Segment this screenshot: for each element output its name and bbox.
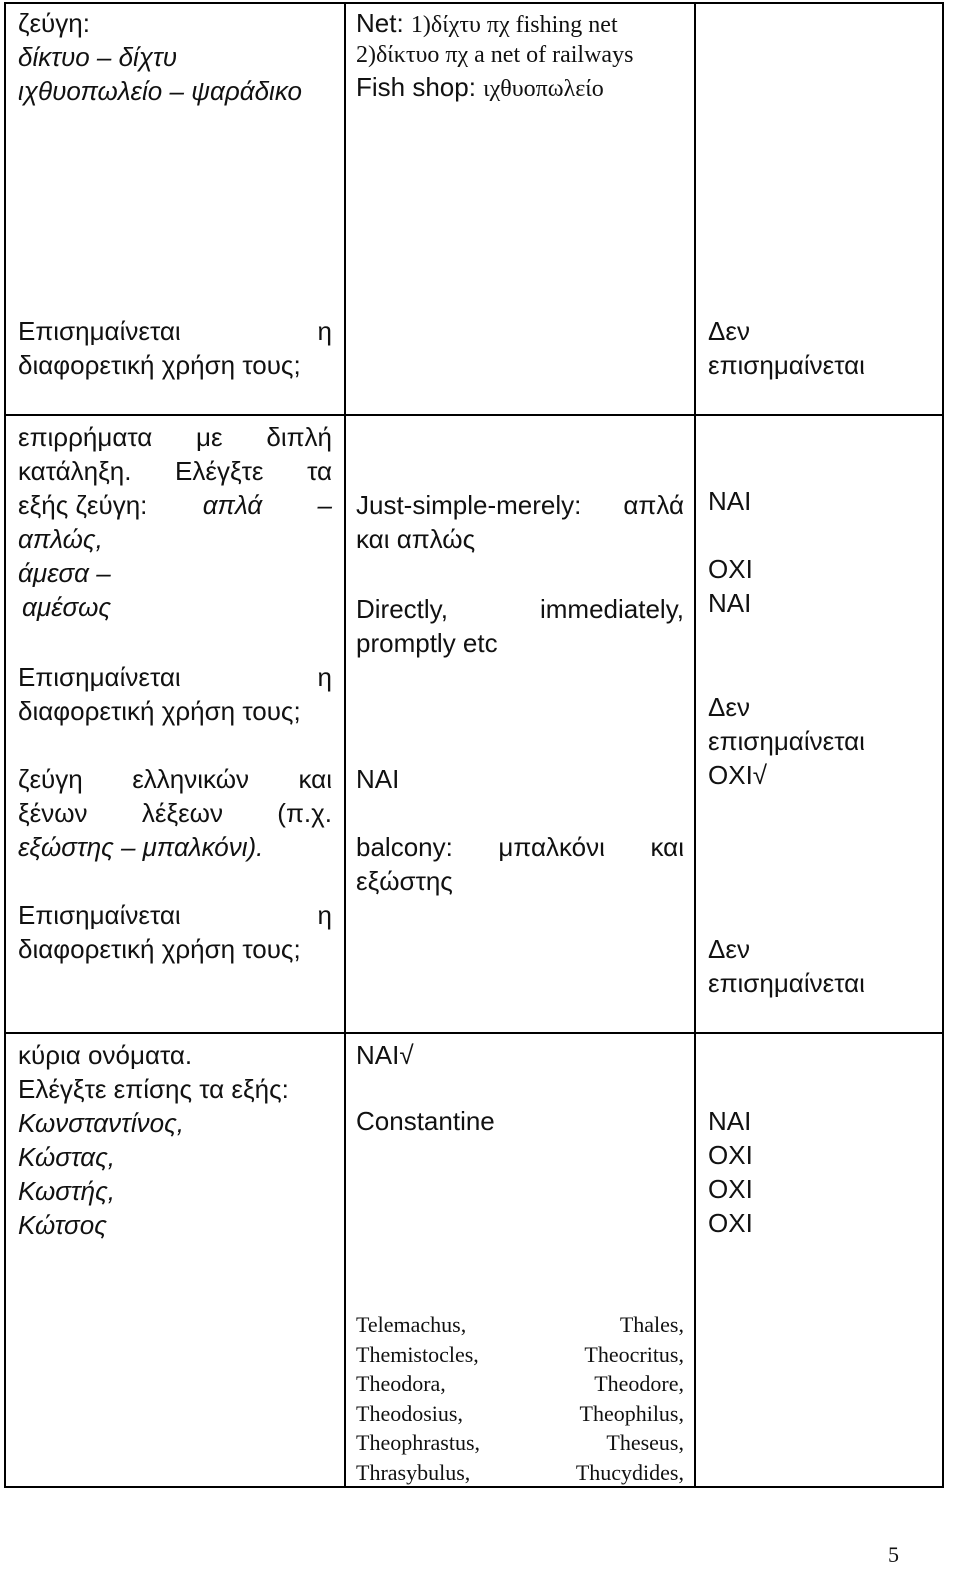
text-line (18, 454, 332, 488)
text-line: κύρια ονόματα. (18, 1040, 193, 1070)
word: balcony: (356, 832, 453, 862)
name: Theocritus, (584, 1341, 684, 1367)
word: και (650, 832, 684, 862)
word: και (298, 764, 332, 794)
table-border-top (4, 2, 944, 4)
word: κατάληξη. (18, 456, 132, 486)
net-meaning-1: 1)δίχτυ πχ fishing net (410, 12, 618, 38)
text-line: απλώς, (18, 524, 103, 554)
text-line: Ελέγξτε επίσης τα εξής: (18, 1074, 289, 1104)
word: η (317, 662, 332, 692)
question-line (18, 314, 332, 348)
name: Theseus, (606, 1430, 684, 1455)
column-divider-1 (344, 2, 346, 1488)
names-row (356, 1428, 684, 1458)
translation-line: promptly etc (356, 628, 498, 658)
word: η (317, 900, 332, 930)
word: με (196, 422, 223, 452)
answer: Δεν (708, 692, 750, 722)
name: Theodora, (356, 1371, 446, 1396)
name: Thales, (619, 1312, 684, 1337)
table-border-right (942, 2, 944, 1488)
net-line-2: 2)δίκτυο πχ a net of railways (356, 42, 634, 68)
text-line (18, 796, 332, 830)
word: Επισημαίνεται (18, 316, 181, 346)
question-line (18, 660, 332, 694)
question-line: διαφορετική χρήση τους; (18, 696, 301, 726)
name: Thucydides, (575, 1459, 684, 1485)
answer: ΟΧΙ (708, 1174, 753, 1204)
translation-line (356, 830, 684, 864)
answer: Δεν (708, 316, 750, 346)
name: Theophilus, (579, 1400, 684, 1426)
word: Επισημαίνεται (18, 662, 181, 692)
names-row (356, 1458, 684, 1488)
pair-fishshop: ιχθυοπωλείο – ψαράδικο (18, 76, 302, 106)
word: λέξεων (141, 798, 223, 828)
word: – (317, 490, 332, 520)
row-divider-2 (4, 1032, 944, 1034)
pair-net: δίκτυο – δίχτυ (18, 42, 178, 72)
name-line: Κωστής, (18, 1176, 115, 1206)
word: επιρρήματα (18, 422, 153, 452)
answer: ΟΧΙ√ (708, 760, 768, 790)
name: Telemachus, (356, 1312, 467, 1337)
text-line: εξώστης – μπαλκόνι). (18, 832, 264, 862)
word: ελληνικών (132, 764, 250, 794)
question-line: διαφορετική χρήση τους; (18, 350, 301, 380)
row-divider-1 (4, 414, 944, 416)
name: Theodore, (594, 1371, 684, 1396)
fish-prefix: Fish shop: (356, 72, 484, 102)
translation-line (356, 592, 684, 626)
table-border-left (4, 2, 6, 1488)
net-prefix: Net: (356, 8, 411, 38)
text-line (18, 762, 332, 796)
text-line: άμεσα – (18, 558, 111, 588)
word: η (317, 316, 332, 346)
column-divider-2 (694, 2, 696, 1488)
answer: Δεν (708, 934, 750, 964)
answer: ΝΑΙ (356, 764, 400, 794)
word: απλά (623, 490, 684, 520)
text-line (18, 488, 332, 522)
translation-line: εξώστης (356, 866, 453, 896)
names-row (356, 1310, 684, 1340)
names-row (356, 1399, 684, 1429)
name-line: Κωνσταντίνος, (18, 1108, 184, 1138)
word: ξένων (18, 798, 88, 828)
answer: ΝΑΙ (708, 1106, 752, 1136)
page-number: 5 (888, 1542, 899, 1567)
translation-line: και απλώς (356, 524, 476, 554)
word: διπλή (266, 422, 332, 452)
pair-label: ζεύγη: (18, 8, 90, 38)
answer: ΝΑΙ (708, 588, 752, 618)
name: Themistocles, (356, 1341, 479, 1367)
names-row (356, 1369, 684, 1399)
word: απλά (202, 490, 263, 520)
text-line: αμέσως (22, 592, 112, 622)
answer: ΝΑΙ (708, 486, 752, 516)
fish-shop-line (356, 70, 604, 106)
name: Theophrastus, (356, 1430, 481, 1455)
question-line: διαφορετική χρήση τους; (18, 934, 301, 964)
answer: ΟΧΙ (708, 554, 753, 584)
word: εξής ζεύγη: (18, 490, 148, 520)
name-line: Κώτσος (18, 1210, 107, 1240)
name: Theodosius, (356, 1400, 463, 1426)
word: Επισημαίνεται (18, 900, 181, 930)
word: Just-simple-merely: (356, 490, 582, 520)
answer: ΟΧΙ (708, 1140, 753, 1170)
name: Thrasybulus, (356, 1459, 471, 1485)
answer: επισημαίνεται (708, 350, 865, 380)
translation-line: Constantine (356, 1106, 495, 1136)
text-line (18, 420, 332, 454)
net-line-1 (356, 6, 618, 42)
word: ζεύγη (18, 764, 83, 794)
answer: επισημαίνεται (708, 726, 865, 756)
answer: επισημαίνεται (708, 968, 865, 998)
question-line (18, 898, 332, 932)
word: Ελέγξτε (175, 456, 264, 486)
answer: ΝΑΙ√ (356, 1040, 414, 1070)
word: (π.χ. (277, 798, 332, 828)
word: immediately, (539, 594, 684, 624)
word: τα (307, 456, 332, 486)
names-row (356, 1340, 684, 1370)
word: Directly, (356, 594, 448, 624)
word: μπαλκόνι (498, 832, 605, 862)
answer: ΟΧΙ (708, 1208, 753, 1238)
translation-line (356, 488, 684, 522)
name-line: Κώστας, (18, 1142, 116, 1172)
fish-value: ιχθυοπωλείο (483, 76, 604, 102)
